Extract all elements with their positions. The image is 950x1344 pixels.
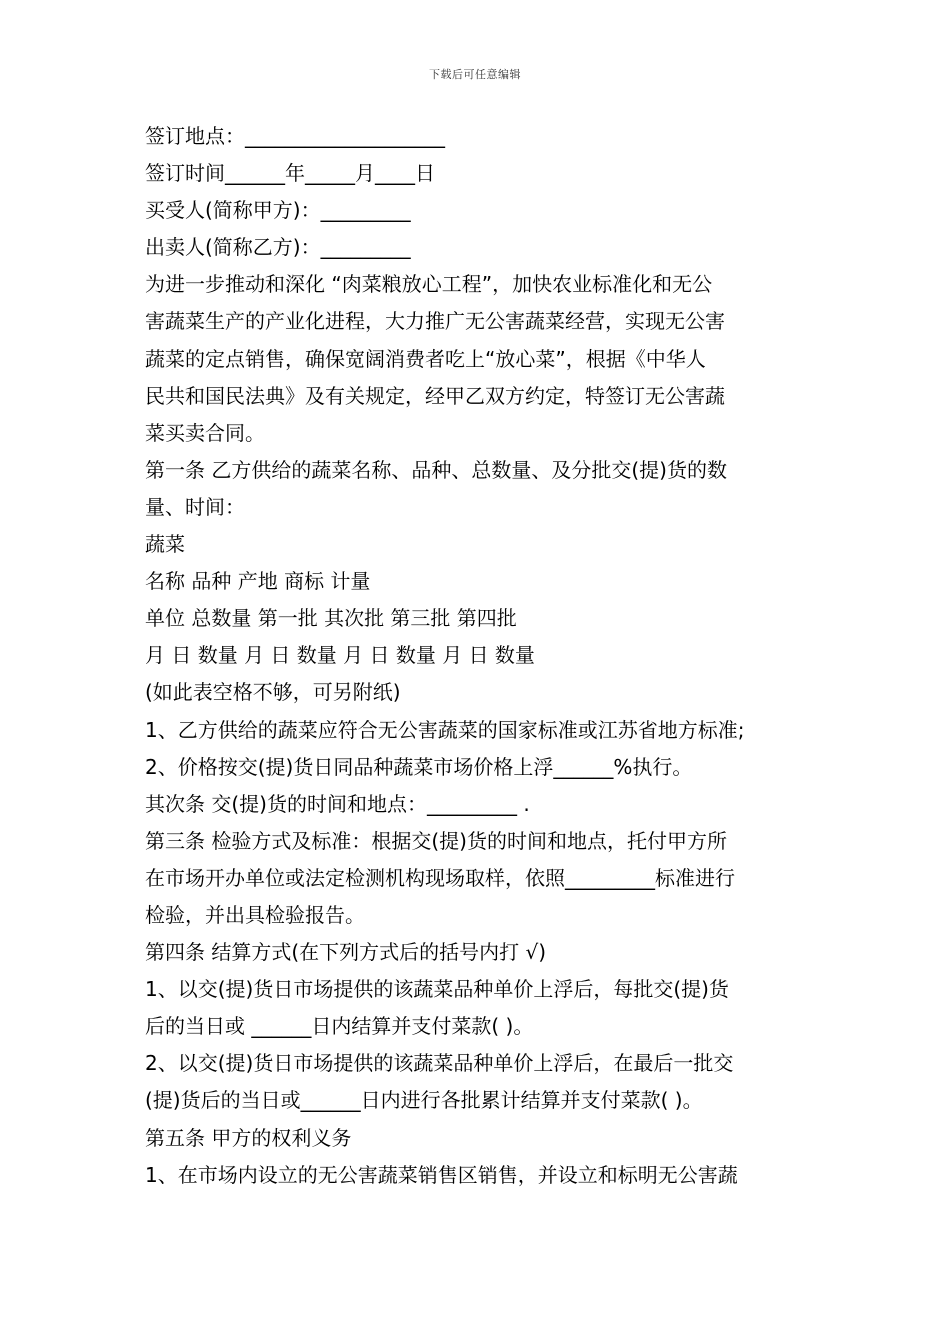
- preamble-line: 蔬菜的定点销售，确保宽阔消费者吃上“放心菜”，根据《中华人: [145, 346, 706, 371]
- article-1-line: 第一条 乙方供给的蔬菜名称、品种、总数量、及分批交(提)货的数: [145, 457, 727, 482]
- article-3-line: 在市场开办单位或法定检测机构现场取样，依照_________标准进行: [145, 865, 735, 890]
- contract-body: [145, 118, 815, 1194]
- article-4-clause: 2、以交(提)货日市场提供的该蔬菜品种单价上浮后，在最后一批交: [145, 1051, 734, 1076]
- seller-line: 出卖人(简称乙方)：_________: [145, 235, 411, 260]
- table-header-line: 单位 总数量 第一批 其次批 第三批 第四批: [145, 606, 517, 631]
- buyer-line: 买受人(简称甲方)：_________: [145, 198, 411, 223]
- preamble-line: 为进一步推动和深化 “肉菜粮放心工程”，加快农业标准化和无公: [145, 272, 713, 297]
- preamble-line: 菜买卖合同。: [145, 420, 265, 445]
- signing-place-line: 签订地点：____________________: [145, 124, 445, 148]
- article-5-line: 第五条 甲方的权利义务: [145, 1125, 352, 1150]
- article-2-line: 其次条 交(提)货的时间和地点：_________ .: [145, 791, 530, 816]
- article-5-clause: 1、在市场内设立的无公害蔬菜销售区销售，并设立和标明无公害蔬: [145, 1162, 738, 1187]
- article-1-clause: 1、乙方供给的蔬菜应符合无公害蔬菜的国家标准或江苏省地方标准;: [145, 717, 745, 742]
- article-4-clause: (提)货后的当日或______日内进行各批累计结算并支付菜款( )。: [145, 1088, 703, 1113]
- table-note-line: (如此表空格不够，可另附纸): [145, 680, 401, 705]
- article-4-clause: 后的当日或 ______日内结算并支付菜款( )。: [145, 1014, 534, 1039]
- article-4-line: 第四条 结算方式(在下列方式后的括号内打 √): [145, 940, 547, 965]
- article-3-line: 第三条 检验方式及标准：根据交(提)货的时间和地点，托付甲方所: [145, 828, 727, 853]
- preamble-line: 害蔬菜生产的产业化进程，大力推广无公害蔬菜经营，实现无公害: [145, 309, 725, 334]
- article-1-line: 量、时间：: [145, 494, 245, 519]
- article-1-clause: 2、价格按交(提)货日同品种蔬菜市场价格上浮______%执行。: [145, 754, 693, 779]
- table-header-line: 蔬菜: [145, 532, 185, 557]
- preamble-line: 民共和国民法典》及有关规定，经甲乙双方约定，特签订无公害蔬: [145, 383, 725, 408]
- table-header-line: 名称 品种 产地 商标 计量: [145, 569, 371, 594]
- table-header-line: 月 日 数量 月 日 数量 月 日 数量 月 日 数量: [145, 643, 535, 668]
- article-3-line: 检验，并出具检验报告。: [145, 902, 365, 927]
- header-note: 下载后可任意编辑: [429, 68, 521, 81]
- signing-date-line: 签订时间______年_____月____日: [145, 161, 435, 186]
- article-4-clause: 1、以交(提)货日市场提供的该蔬菜品种单价上浮后，每批交(提)货: [145, 977, 729, 1002]
